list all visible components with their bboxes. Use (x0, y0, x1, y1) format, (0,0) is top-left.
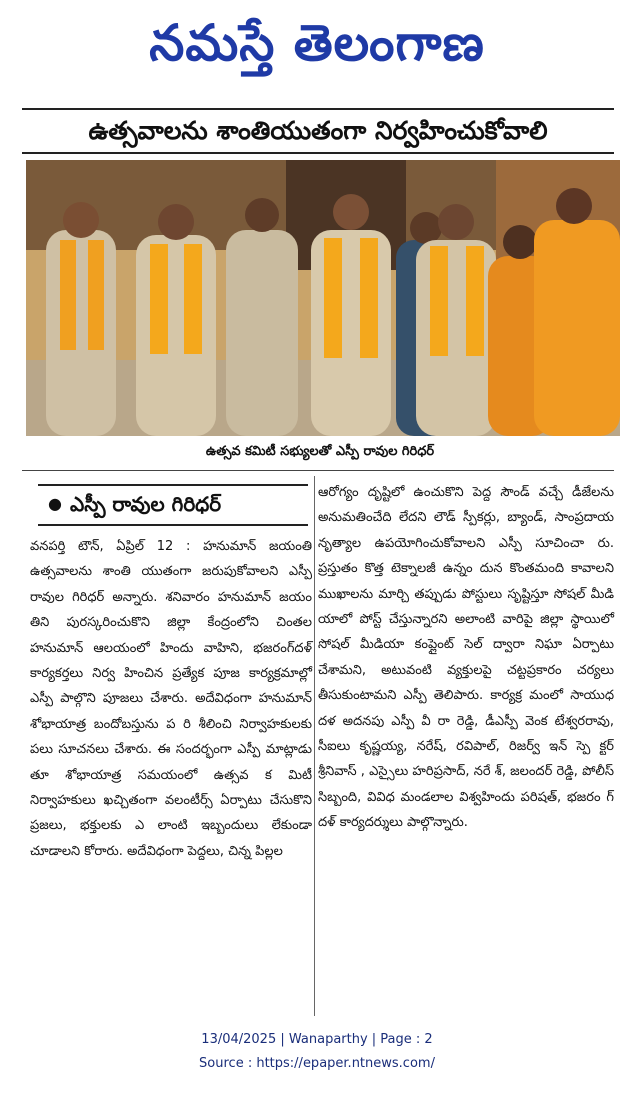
photo-caption: ఉత్సవ కమిటీ సభ్యులతో ఎస్పీ రావుల గిరిధర్ (205, 444, 435, 459)
news-photo (26, 160, 620, 436)
headline: ఉత్సవాలను శాంతియుతంగా నిర్వహించుకోవాలి (88, 116, 548, 145)
headline-top-rule (22, 108, 614, 110)
subhead-bottom-rule (38, 524, 308, 526)
masthead (0, 0, 634, 88)
article-right-column: ఆరోగ్యం దృష్టిలో ఉంచుకొని పెద్ద సౌండ్ వచ్చే డీజేలను అనుమతించేది లేదని లౌడ్ స్పీకర్లు, బ్యాండ్, సాంప్రదాయ నృత్యాల ఉపయోగించుకోవాలని ఎస్పీ సూచించా రు. ప్రస్తుతం కొత్త టెక్నాలజీ ఉన్నం దున కొంతమంది కావాలని ముఖాలను మార్చి తప్పుడు పోస్టులు సృష్టిస్తూ సోషల్ మీడి యాలో పోస్ట్ చేస్తున్నారని అలాంటి వారిపై జిల్లా స్థాయిలో సోషల్ మీడియా కంప్లైంట్ సెల్ ద్వారా నిఘా ఏర్పాటు చేశామని, అటువంటి వ్యక్తులపై చట్టప్రకారం చర్యలు తీసుకుంటామని ఎస్పీ తెలిపారు. కార్యక్ర మంలో సాయుధ దళ అదనపు ఎస్పీ వీ రా రెడ్డి, డీఎస్పీ వెంక టేశ్వరరావు, సీఐలు కృష్ణయ్య, నరేష్, రవిపాల్, రిజర్వ్ ఇన్ స్పె క్టర్ శ్రీనివాస్ , ఎస్సైలు హరిప్రసాద్, నరే శ్, జలందర్ రెడ్డి, పోలీస్ సిబ్బంది, వివిధ మండలాల విశ్వహిందు పరిషత్, భజరం గ్ దళ్ కార్యదర్శులు పాల్గొన్నారు. (318, 485, 614, 831)
group-photo-illustration (26, 160, 620, 436)
headline-bottom-rule (22, 152, 614, 154)
masthead-title: నమస్తే తెలంగాణ (149, 14, 485, 72)
article-left-column: వనపర్తి టౌన్, ఏప్రిల్ 12 : హనుమాన్ జయంతి ఉత్సవాలను శాంతి యుతంగా జరుపుకోవాలని ఎస్పీ రావుల గిరిధర్ అన్నారు. శనివారం హనుమాన్ జయం తిని పురస్కరించుకొని జిల్లా కేంద్రంలోని చింతల హనుమాన్ ఆలయంలో హిందు వాహిని, భజరంగ్‌దళ్ కార్యకర్తలు నిర్వ హించిన ప్రత్యేక పూజ కార్యక్రమాల్లో ఎస్పీ పాల్గొని పూజలు చేశారు. అదేవిధంగా హనుమాన్ శోభాయాత్ర బందోబస్తును ప రి శీలించి నిర్వాహకులకు పలు సూచనలు చేశారు. ఈ సందర్భంగా ఎస్పీ మాట్లాడు తూ శోభాయాత్ర సమయంలో ఉత్సవ క మిటీ నిర్వాహకులు ఖచ్చితంగా వలంటీర్స్ ఏర్పాటు చేసుకొని ప్రజలు, భక్తులకు ఎ లాంటి ఇబ్బందులు లేకుండా చూడాలని కోరారు. అదేవిధంగా పెద్దలు, చిన్న పిల్లల (30, 539, 312, 859)
subheading-text: ఎస్పీ రావుల గిరిధర్ (69, 492, 222, 516)
caption-rule (22, 470, 614, 471)
footer-source-line: Source : https://epaper.ntnews.com/ (199, 1056, 435, 1071)
footer-date-line: 13/04/2025 | Wanaparthy | Page : 2 (201, 1032, 433, 1047)
bullet-icon: ● (48, 494, 62, 513)
column-divider (314, 476, 315, 1016)
subheading (48, 486, 308, 524)
